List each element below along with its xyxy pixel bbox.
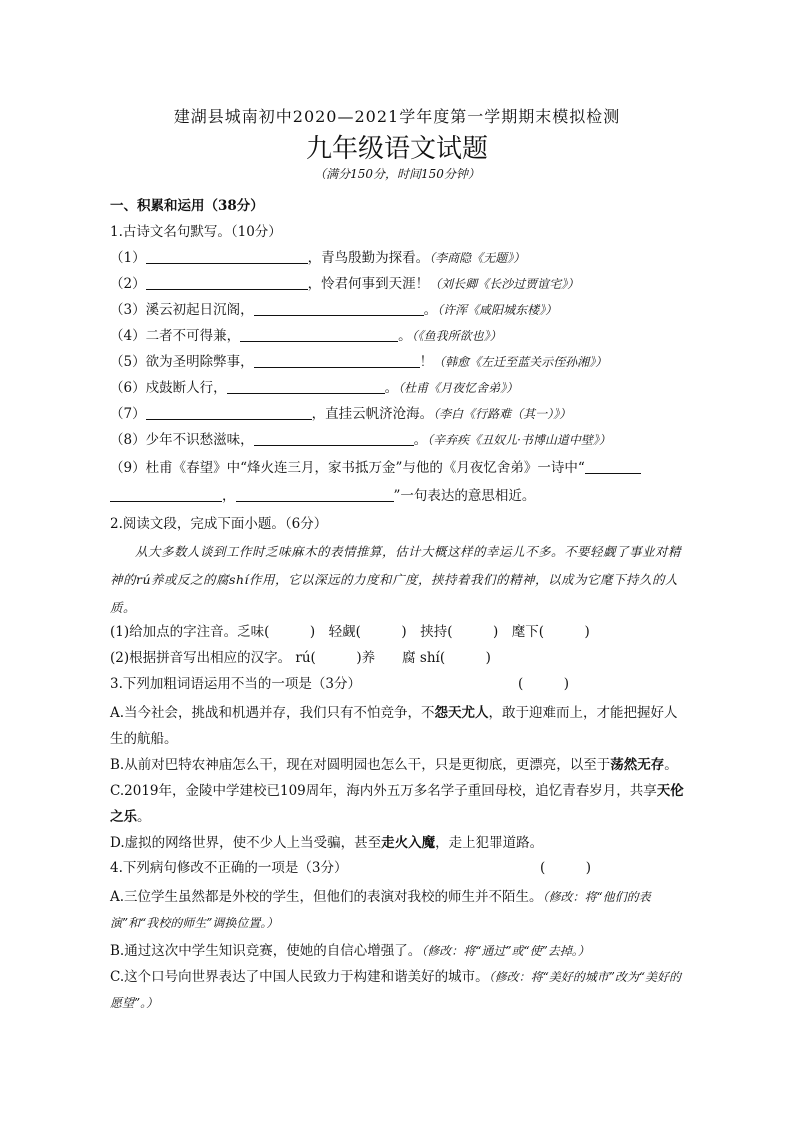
item-source: （许浑《咸阳城东楼》） — [437, 303, 558, 317]
q3-answer-paren[interactable]: ( ) — [518, 676, 570, 692]
item-text: ！ — [419, 354, 434, 370]
answer-blank[interactable] — [585, 459, 641, 474]
item-num: （5） — [110, 354, 146, 370]
exam-note: （满分150分，时间150分钟） — [314, 167, 480, 181]
q2-stem: 2.阅读文段，完成下面小题。（6分） — [110, 516, 328, 532]
question-text: 3.下列加粗词语运用不当的一项是（3分） — [110, 676, 361, 692]
answer-blank[interactable] — [110, 487, 222, 502]
item-text: ，青鸟殷勤为探看。 — [307, 250, 430, 266]
q4-option-c — [110, 964, 686, 1016]
q4-option-b — [110, 938, 686, 964]
item-text: ，怜君何事到天涯！ — [307, 276, 430, 292]
item-source: （辛弃疾《丑奴儿·书博山道中壁》） — [427, 433, 611, 447]
q1-stem: 1.古诗文名句默写。（10分） — [110, 224, 282, 240]
item-text: 二者不可得兼， — [145, 328, 241, 344]
item-text: 戍鼓断人行， — [145, 380, 227, 396]
bold-term: 天伦之乐 — [110, 783, 684, 825]
bold-term: 荡然无存 — [610, 757, 665, 773]
answer-blank[interactable] — [146, 249, 308, 264]
q2-passage: 从大多数人谈到工作时乏味麻木的表情推算，估计大概这样的幸运儿不多。不要轻觑了事业对精神的rú养或反之的腐shí作用，它以深远的力度和广度，挟持着我们的精神，以成为它麾下持久的人质。 — [110, 544, 682, 615]
answer-blank[interactable] — [254, 301, 424, 316]
q3-stem — [110, 674, 361, 694]
answer-blank[interactable] — [240, 327, 398, 342]
question-text: 4.下列病句修改不正确的一项是（3分） — [110, 860, 348, 876]
item-text: ， — [222, 488, 236, 504]
item-source: （《鱼我所欲也》） — [411, 329, 502, 343]
q1-item-7 — [110, 404, 571, 424]
section-title: 一、积累和运用（38分） — [110, 198, 264, 214]
q1-item-8 — [110, 430, 611, 450]
option-text: C.这个口号向世界表达了中国人民致力于构建和谐美好的城市。 — [110, 969, 489, 985]
answer-blank[interactable] — [227, 379, 385, 394]
item-num: （8） — [110, 432, 146, 448]
bold-term: 走火入魔 — [381, 835, 436, 851]
q1-item-1 — [110, 248, 525, 268]
q1-item-9 — [110, 458, 641, 478]
exam-title: 九年级语文试题 — [305, 134, 488, 164]
bold-term: 怨天尤人 — [434, 705, 489, 721]
answer-blank[interactable] — [254, 431, 414, 446]
option-text: B.通过这次中学生知识竞赛，使她的自信心增强了。 — [110, 943, 422, 959]
item-text: 。 — [398, 328, 412, 344]
q4-option-a — [110, 884, 686, 936]
q1-item-4 — [110, 326, 502, 346]
q1-item-9-cont — [110, 486, 535, 506]
item-num: （2） — [110, 276, 146, 292]
option-fix: （修改：将“他们的表演”和“我校的师生”调换位置。） — [110, 890, 651, 930]
option-text: 。 — [137, 809, 151, 825]
item-text: 。 — [413, 432, 428, 448]
q2-sub2: (2)根据拼音写出相应的汉字。 rú( )养 腐 shí( ) — [110, 650, 491, 666]
q3-option-d — [110, 830, 686, 856]
option-text: C.2019年，金陵中学建校已109周年，海内外五万多名学子重回母校，追忆青春岁月，共享 — [110, 783, 657, 799]
item-text: 。 — [384, 380, 399, 396]
item-num: （7） — [110, 406, 146, 422]
option-text: A.三位学生虽然都是外校的学生，但他们的表演对我校的师生并不陌生。 — [110, 889, 543, 905]
item-num: （4） — [110, 328, 146, 344]
option-text: D.虚拟的网络世界，使不少人上当受骗，甚至 — [110, 835, 382, 851]
item-source: （李白《行路难（其一）》） — [433, 407, 572, 421]
q1-item-5 — [110, 352, 607, 372]
option-text: ，走上犯罪道路。 — [435, 835, 544, 851]
item-text: 少年不识愁滋味， — [145, 432, 254, 448]
item-source: （刘长卿《长沙过贾谊宅》） — [429, 277, 580, 291]
item-source: （韩愈《左迁至蓝关示侄孙湘》） — [433, 355, 608, 369]
item-text: 。 — [423, 302, 438, 318]
q1-item-3 — [110, 300, 557, 320]
q1-item-6 — [110, 378, 518, 398]
item-num: （3） — [110, 302, 146, 318]
answer-blank[interactable] — [146, 275, 308, 290]
item-num: （6） — [110, 380, 146, 396]
option-text: ，敢于迎难而上，才能把握好人生的航船。 — [110, 705, 678, 747]
option-text: B.从前对巴特农神庙怎么干，现在对圆明园也怎么干，只是更彻底，更漂亮，以至于 — [110, 757, 611, 773]
item-text: ”一句表达的意思相近。 — [393, 488, 536, 504]
item-num: （1） — [110, 250, 146, 266]
q3-option-c — [110, 778, 686, 830]
option-text: 。 — [664, 757, 678, 773]
item-source: （李商隐《无题》） — [429, 251, 526, 265]
q3-option-b — [110, 752, 686, 778]
option-text: A.当今社会，挑战和机遇并存，我们只有不怕竞争，不 — [110, 705, 435, 721]
q4-answer-paren[interactable]: ( ) — [540, 860, 592, 876]
q3-option-a — [110, 700, 686, 752]
item-source: （杜甫《月夜忆舍弟》） — [398, 381, 519, 395]
item-text: （9）杜甫《春望》中“烽火连三月，家书抵万金”与他的《月夜忆舍弟》一诗中“ — [110, 460, 585, 476]
q2-sub1: (1)给加点的字注音。乏味( ) 轻觑( ) 挟持( ) 麾下( ) — [110, 624, 590, 640]
item-text: 欲为圣明除弊事， — [145, 354, 254, 370]
option-fix: （修改：将“美好的城市”改为“美好的愿望”。） — [110, 970, 682, 1010]
answer-blank[interactable] — [236, 487, 394, 502]
exam-subtitle: 建湖县城南初中2020—2021学年度第一学期期末模拟检测 — [173, 107, 621, 126]
option-fix: （修改：将“通过”或“使”去掉。） — [421, 944, 590, 958]
answer-blank[interactable] — [146, 405, 312, 420]
item-text: 溪云初起日沉阁， — [145, 302, 254, 318]
q1-item-2 — [110, 274, 579, 294]
item-text: ，直挂云帆济沧海。 — [311, 406, 434, 422]
q4-stem — [110, 858, 347, 878]
answer-blank[interactable] — [254, 353, 420, 368]
